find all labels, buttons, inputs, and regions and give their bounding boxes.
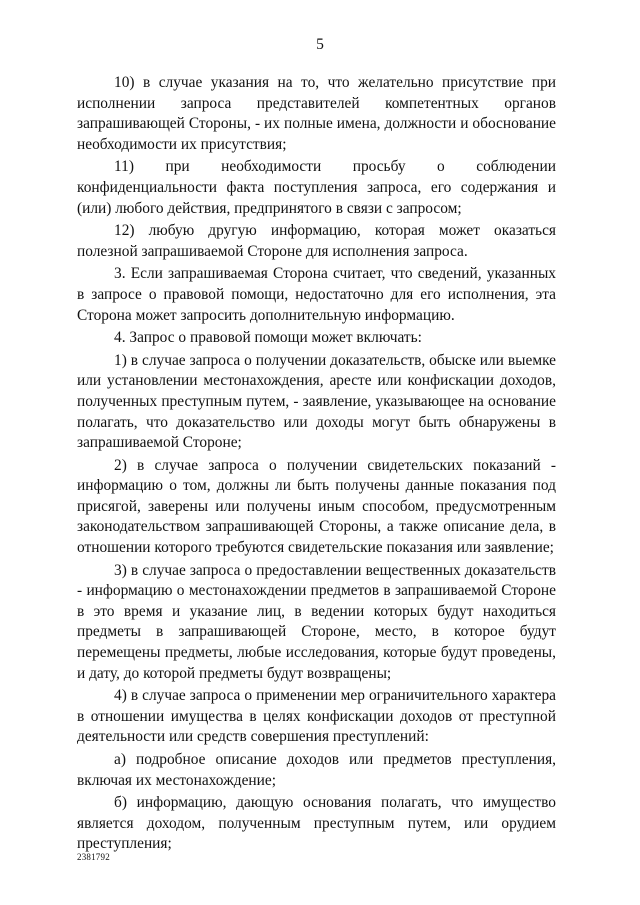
page-number: 5 [316,36,324,53]
paragraph-clause-3: 3. Если запрашиваемая Сторона считает, что сведений, указанных в запросе о правовой помощи, недостаточно для его исполнения, эта Сторона может запросить дополнительную информацию. [77,265,556,324]
paragraph-item-10: 10) в случае указания на то, что желательно присутствие при исполнении запроса представителей компетентных органов запрашивающей Стороны, - их полные имена, должности и обоснование необходимости их присутствия; [77,74,556,153]
paragraph-item-11: 11) при необходимости просьбу о соблюдении конфиденциальности факта поступления запроса, его содержания и (или) любого действия, предпринятого в связи с запросом; [77,158,556,217]
paragraph-subitem-4: 4) в случае запроса о применении мер ограничительного характера в отношении имущества в целях конфискации доходов от преступной деятельности или средств совершения преступлений: [77,687,556,746]
document-code: 2381792 [77,852,110,862]
paragraph-subitem-b: б) информацию, дающую основания полагать, что имущество является доходом, полученным преступным путем, или орудием преступления; [77,794,556,853]
paragraph-clause-4: 4. Запрос о правовой помощи может включать: [114,329,422,347]
paragraph-subitem-2: 2) в случае запроса о получении свидетельских показаний - информацию о том, должны ли быть получены данные показания под присягой, заверены или получены иным способом, предусмотренным законодательством запрашивающей Стороны, а также описание дела, в отношении которого требуются свидетельские показания или заявление; [77,456,556,557]
document-body [77,73,556,857]
paragraph-subitem-3: 3) в случае запроса о предоставлении вещественных доказательств - информацию о местонахождении предметов в запрашиваемой Стороне в это время и указание лиц, в ведении которых будут находиться предметы в запрашивающей Стороне, место, в которое будут перемещены предметы, любые исследования, которые будут проведены, и дату, до которой предметы будут возвращены; [77,561,556,682]
paragraph-item-12: 12) любую другую информацию, которая может оказаться полезной запрашиваемой Стороне для исполнения запроса. [77,222,556,260]
paragraph-subitem-a: а) подробное описание доходов или предметов преступления, включая их местонахождение; [77,751,556,789]
paragraph-subitem-1: 1) в случае запроса о получении доказательств, обыске или выемке или установлении местонахождения, аресте или конфискации доходов, полученных преступным путем, - заявление, указывающее на основание полагать, что доказательство или доходы могут быть обнаружены в запрашиваемой Стороне; [77,351,556,452]
